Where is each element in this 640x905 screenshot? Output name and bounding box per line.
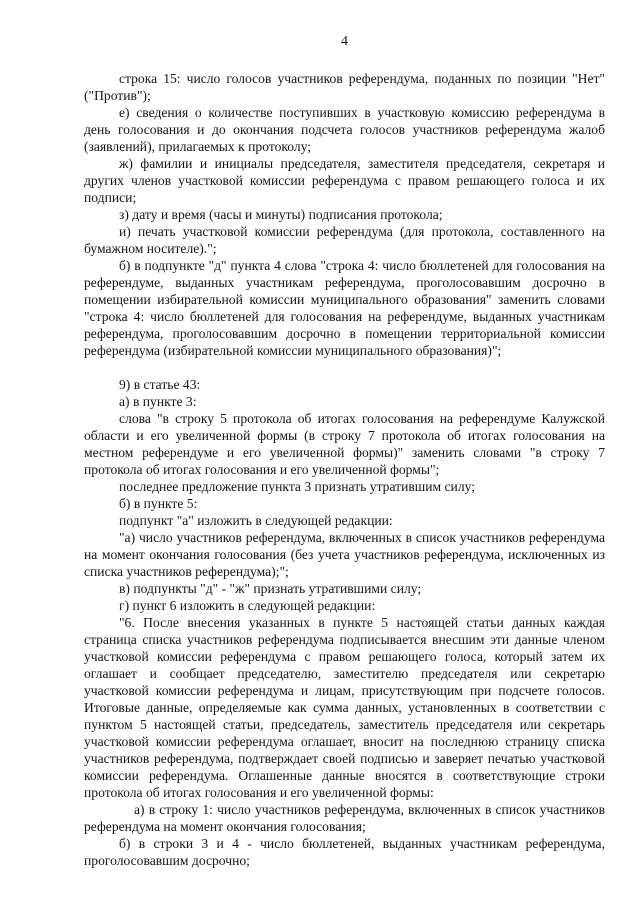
paragraph-article-43: 9) в статье 43: (119, 377, 201, 392)
paragraph-point-3: а) в пункте 3: (119, 394, 197, 409)
paragraph-point-6: г) пункт 6 изложить в следующей редакции: (119, 598, 376, 613)
paragraph-line-1: а) в строку 1: число участников референдума, включенных в список участников референдума на момент окончания голосования; (84, 802, 605, 834)
paragraph-point-6-text: "6. После внесения указанных в пункте 5 настоящей статьи данных каждая страница списка участников референдума подписывается внесшим эти данные членом участковой комиссии референдума с правом решающего голоса, который затем их оглашает и сообщает председателю, заместителю председателя или секретарю участковой комиссии референдума и лицам, присутствующим при подсчете голосов. Итоговые данные, определяемые как сумма данных, установленных в соответствии с пунктом 5 настоящей статьи, председатель, заместитель председателя или секретарь участковой комиссии референдума оглашает, вносит на последнюю страницу списка участников референдума, подтверждает своей подписью и заверяет печатью участковой комиссии референдума. Оглашенные данные вносятся в соответствующие строки протокола об итогах голосования и его увеличенной формы: (84, 615, 605, 800)
paragraph-last-sentence: последнее предложение пункта 3 признать утратившим силу; (119, 479, 476, 494)
paragraph-item-i: и) печать участковой комиссии референдума (для протокола, составленного на бумажном носителе)."; (84, 224, 605, 256)
paragraph-item-b-subpoint-d: б) в подпункте "д" пункта 4 слова "строка 4: число бюллетеней для голосования на референдуме, выданных участникам референдума, проголосовавшим досрочно в помещении избирательной комиссии муниципального образования" заменить словами "строка 4: число бюллетеней для голосования на референдуме, выданных участникам референдума, проголосовавшим досрочно в помещении территориальной комиссии референдума (избирательной комиссии муниципального образования)"; (84, 258, 605, 358)
page-number: 4 (341, 34, 348, 49)
paragraph-lines-3-4: б) в строки 3 и 4 - число бюллетеней, выданных участникам референдума, проголосовавшим досрочно; (84, 836, 605, 868)
paragraph-item-z: з) дату и время (часы и минуты) подписания протокола; (119, 207, 443, 222)
paragraph-subpoint-a-text: "а) число участников референдума, включенных в список участников референдума на момент окончания голосования (без учета участников референдума, исключенных из списка участников референдума);"; (84, 530, 605, 579)
paragraph-point-5: б) в пункте 5: (119, 496, 198, 511)
paragraph-words-replace: слова "в строку 5 протокола об итогах голосования на референдуме Калужской области и его увеличенной формы (в строку 7 протокола об итогах голосования на местном референдуме и его увеличенной формы)" заменить словами "в строку 7 протокола об итогах голосования и его увеличенной формы"; (84, 411, 605, 477)
paragraph-item-zh: ж) фамилии и инициалы председателя, заместителя председателя, секретаря и других членов участковой комиссии референдума с правом решающего голоса и их подписи; (84, 156, 605, 205)
paragraph-item-e: е) сведения о количестве поступивших в участковую комиссию референдума в день голосования и до окончания подсчета голосов участников референдума жалоб (заявлений), прилагаемых к протоколу; (84, 105, 605, 154)
paragraph-subpoint-a: подпункт "а" изложить в следующей редакции: (119, 513, 393, 528)
paragraph-line-15: строка 15: число голосов участников референдума, поданных по позиции "Нет" ("Против"); (84, 71, 605, 103)
paragraph-subpoints-d-zh: в) подпункты "д" - "ж" признать утратившими силу; (119, 581, 422, 596)
